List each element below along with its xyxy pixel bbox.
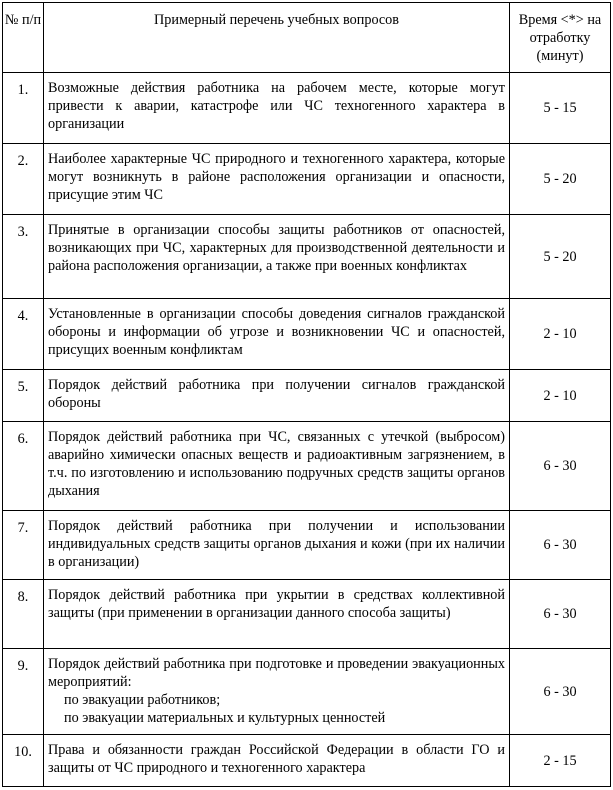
table-row xyxy=(3,422,611,511)
row-number: 8. xyxy=(3,580,44,649)
training-questions-table xyxy=(2,2,611,787)
row-time: 2 - 10 xyxy=(510,370,611,422)
row-time: 2 - 15 xyxy=(510,735,611,787)
row-question: Порядок действий работника при получении и использовании индивидуальных средств защиты органов дыхания и кожи (при их наличии в организации) xyxy=(44,511,510,580)
header-time: Время <*> на отработку (минут) xyxy=(510,3,611,73)
table-row xyxy=(3,73,611,144)
row-question: Порядок действий работника при получении сигналов гражданской обороны xyxy=(44,370,510,422)
header-number: № п/п xyxy=(3,3,44,73)
row-question: Порядок действий работника при ЧС, связанных с утечкой (выбросом) аварийно химически опасных веществ и радиоактивным загрязнением, в т.ч. по изготовлению и использованию подручных средств защиты органов дыхания xyxy=(44,422,510,511)
row-question-subitem: по эвакуации работников; xyxy=(64,692,221,708)
header-question: Примерный перечень учебных вопросов xyxy=(44,3,510,73)
table-row xyxy=(3,370,611,422)
table-row xyxy=(3,735,611,787)
row-question-main: Порядок действий работника при подготовке и проведении эвакуационных мероприятий: xyxy=(48,656,505,690)
row-number: 3. xyxy=(3,215,44,299)
row-question: Принятые в организации способы защиты работников от опасностей, возникающих при ЧС, характерных для производственной деятельности и района расположения организации, а также при военных конфликтах xyxy=(44,215,510,299)
table-header-row xyxy=(3,3,611,73)
row-question: Наиболее характерные ЧС природного и техногенного характера, которые могут возникнуть в районе расположения организации и опасности, присущие этим ЧС xyxy=(44,144,510,215)
row-number: 6. xyxy=(3,422,44,511)
table-row xyxy=(3,215,611,299)
row-time: 6 - 30 xyxy=(510,511,611,580)
row-number: 7. xyxy=(3,511,44,580)
row-question: Порядок действий работника при укрытии в средствах коллективной защиты (при применении в организации данного способа защиты) xyxy=(44,580,510,649)
row-question: Возможные действия работника на рабочем месте, которые могут привести к аварии, катастрофе или ЧС техногенного характера в организации xyxy=(44,73,510,144)
table-row xyxy=(3,144,611,215)
table-row xyxy=(3,299,611,370)
row-question: Установленные в организации способы доведения сигналов гражданской обороны и информации об угрозе и возникновении ЧС и опасностей, присущих военным конфликтам xyxy=(44,299,510,370)
row-number: 5. xyxy=(3,370,44,422)
row-time: 5 - 20 xyxy=(510,215,611,299)
row-question: Права и обязанности граждан Российской Федерации в области ГО и защиты от ЧС природного и техногенного характера xyxy=(44,735,510,787)
row-number: 2. xyxy=(3,144,44,215)
row-time: 2 - 10 xyxy=(510,299,611,370)
row-time: 6 - 30 xyxy=(510,422,611,511)
row-time: 5 - 20 xyxy=(510,144,611,215)
table-row xyxy=(3,580,611,649)
row-number: 1. xyxy=(3,73,44,144)
row-time: 5 - 15 xyxy=(510,73,611,144)
row-time: 6 - 30 xyxy=(510,649,611,735)
row-number: 10. xyxy=(3,735,44,787)
row-number: 4. xyxy=(3,299,44,370)
row-question-subitem: по эвакуации материальных и культурных ценностей xyxy=(64,710,386,726)
row-question xyxy=(44,649,510,735)
row-time: 6 - 30 xyxy=(510,580,611,649)
table-row xyxy=(3,649,611,735)
row-number: 9. xyxy=(3,649,44,735)
table-row xyxy=(3,511,611,580)
